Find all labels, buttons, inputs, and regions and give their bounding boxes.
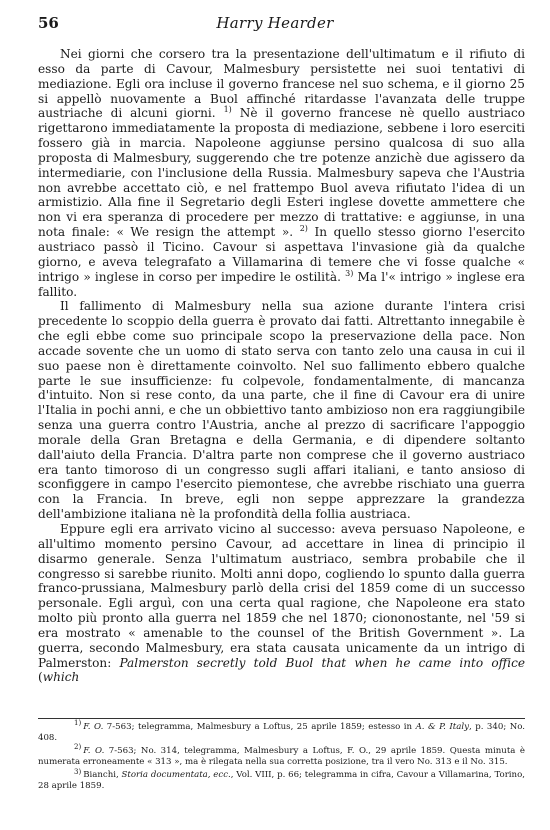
text-run: Il fallimento di Malmesbury nella sua azione durante l'intera crisi precedente lo scoppio della guerra è provato dai fatti. Altrettanto innegabile è che egli ebbe come suo principale scopo la preservazione della pace. Non accade sovente che un uomo di stato serva con tanto zelo una causa in cui il suo paese non è direttamente coinvolto. Nel suo fallimento ebbero qualche parte le sue insufficienze: fu colpevole, fondamentalmente, di mancanza d'intuito. Non si rese conto, da una parte, che il fine di Cavour era di unire l'Italia in pochi anni, e che un obbiettivo tanto ambizioso non era raggiungibile senza una guerra contro l'Austria, anche al prezzo di sacrificare l'appoggio morale della Gran Bretagna e della Germania, e di dipendere soltanto dall'aiuto della Francia. D'altra parte non comprese che il governo austriaco era tanto timoroso di un congresso sugli affari italiani, e tanto ansioso di sconfiggere in campo l'esercito piemontese, che avrebbe rischiato una guerra con la Francia. In breve, egli non seppe apprezzare la grandezza dell'ambizione italiana nè la profondità della follia austriaca. [38,299,525,522]
text-run: , Vol. VIII, p. 66; telegramma in cifra, Cavour a Villamarina, Torino, 28 aprile 1859. [38,770,525,791]
paragraph [38,47,525,299]
footnote-divider [38,718,525,719]
footnote-number: 2) [74,743,82,752]
body-text [38,47,525,685]
text-run: 7-563; telegramma, Malmesbury a Loftus, 25 aprile 1859; estesso in [103,722,416,732]
footnote [38,743,525,767]
italic-text: F. O. [83,746,105,757]
text-run: Nè il governo francese nè quello austriaco rigettarono immediatamente la proposta di mediazione, sebbene i loro eserciti fossero già in marcia. Napoleone aggiunse persino qualcosa di suo alla proposta di Malmesbury, suggerendo che tre potenze anzichè due agissero da intermediarie, con l'inclusione della Russia. Malmesbury sapeva che l'Austria non avrebbe accettato ciò, e nel frattempo Buol aveva rifiutato l'idea di un armistizio. Alla fine il Segretario degli Esteri inglese dovette ammettere che non vi era speranza di procedere per mezzo di trattative: e aggiunse, in una nota finale: « We resign the attempt ». [38,106,525,240]
page-header [38,14,512,34]
text-run: Ma l'« intrigo » inglese era fallito. [38,269,525,299]
footnote-number: 3) [74,767,82,776]
footnote-reference: 3) [345,268,354,278]
paragraph [38,522,525,685]
text-run: 7-563; No. 314, telegramma, Malmesbury a Loftus, F. O., 29 aprile 1859. Questa minuta è numerata erroneamente « 313 », ma è rilegata nella sua corretta posizione, tra il vero No. 313 e il No. 315. [38,746,525,767]
footnotes [38,719,525,795]
footnote-reference: 1) [223,105,232,115]
text-run: , p. 340; No. 408. [38,722,525,743]
text-run: Eppure egli era arrivato vicino al successo: aveva persuaso Napoleone, e all'ultimo momento persino Cavour, ad accettare in linea di principio il disarmo generale. Senza l'ultimatum austriaco, sembra probabile che il congresso si sarebbe riunito. Molti anni dopo, cogliendo lo spunto dalla guerra franco-prussiana, Malmesbury parlò della crisi del 1859 come di un successo personale. Egli arguì, con una certa qual ragione, che Napoleone era stato molto più pronto alla guerra nel 1859 che nel 1870; ciononostante, nel '59 si era mostrato « amenable to the counsel of the British Government ». La guerra, secondo Malmesbury, era stata causata unicamente da un intrigo di Palmerston: [38,522,525,670]
italic-text: F. O. [83,722,104,732]
footnote [38,767,525,791]
text-run: Bianchi, [83,770,122,781]
italic-text: Storia documentata, ecc. [121,770,231,781]
page-number: 56 [38,14,59,32]
italic-text: which [42,670,80,685]
footnote-reference: 2) [299,224,308,234]
text-run: In quello stesso giorno l'esercito austriaco passò il Ticino. Cavour si aspettava l'invasione già da qualche giorno, e aveva telegrafato a Villamarina di temere che vi fosse qualche « intrigo » inglese in corso per impedire le ostilità. [38,225,525,284]
italic-text: Palmerston secretly told Buol that when he came into office [119,655,525,670]
italic-text: A. & P. Italy [415,722,469,732]
text-run: ( [38,670,43,685]
footnote-number: 1) [74,719,82,728]
text-run: Nei giorni che corsero tra la presentazione dell'ultimatum e il rifiuto di esso da parte di Cavour, Malmesbury persistette nei suoi tentativi di mediazione. Egli ora incluse il governo francese nel suo schema, e il giorno 25 si appellò nuovamente a Buol affinché ritardasse l'avanzata delle truppe austriache di alcuni giorni. [38,47,525,121]
footnote [38,719,525,743]
running-title: Harry Hearder [216,14,334,32]
paragraph [38,299,525,522]
